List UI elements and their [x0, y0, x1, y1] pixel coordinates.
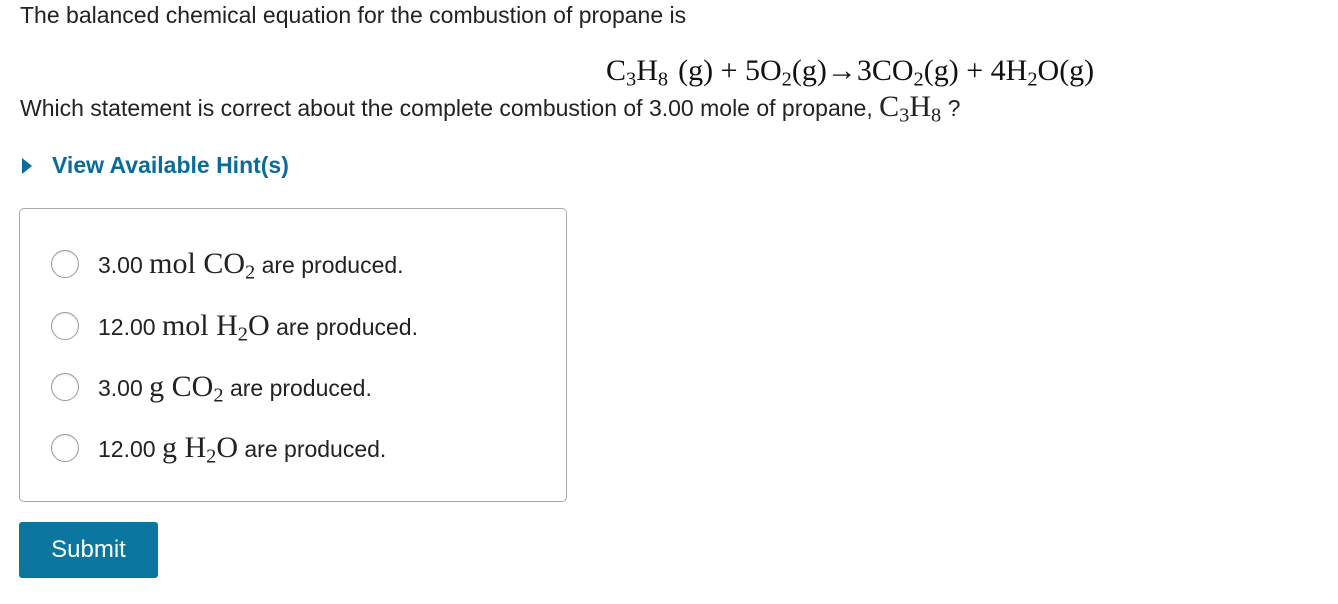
option-label: 3.00 g $CO_2$ are produced.	[98, 370, 372, 407]
view-hints-label: View Available Hint(s)	[52, 152, 289, 178]
answer-options	[19, 208, 567, 502]
view-hints-toggle[interactable]	[20, 152, 289, 179]
radio-button[interactable]	[51, 312, 79, 340]
option-12g-h2o[interactable]	[51, 431, 387, 468]
propane-formula: $C_3H_8$	[879, 90, 942, 127]
submit-button[interactable]: Submit	[19, 522, 158, 578]
option-label: 3.00 mol $CO_2$ are produced.	[98, 247, 404, 284]
question-text: Which statement is correct about the complete combustion of 3.00 mole of propane, $C_3H_8$ ?	[20, 90, 961, 127]
option-3mol-co2[interactable]	[51, 247, 404, 284]
radio-button[interactable]	[51, 373, 79, 401]
radio-button[interactable]	[51, 434, 79, 462]
option-label: 12.00 mol $H_2O$ are produced.	[98, 309, 418, 346]
caret-right-icon	[22, 158, 32, 174]
option-3g-co2[interactable]	[51, 370, 372, 407]
intro-text: The balanced chemical equation for the combustion of propane is	[20, 2, 687, 28]
chemical-equation: $C_3H_8$ $(g) + 5O_2(g)\to 3CO_2(g) + 4H_2O(g)$	[606, 54, 1095, 91]
radio-button[interactable]	[51, 250, 79, 278]
option-label: 12.00 g $H_2O$ are produced.	[98, 431, 387, 468]
option-12mol-h2o[interactable]	[51, 309, 418, 346]
